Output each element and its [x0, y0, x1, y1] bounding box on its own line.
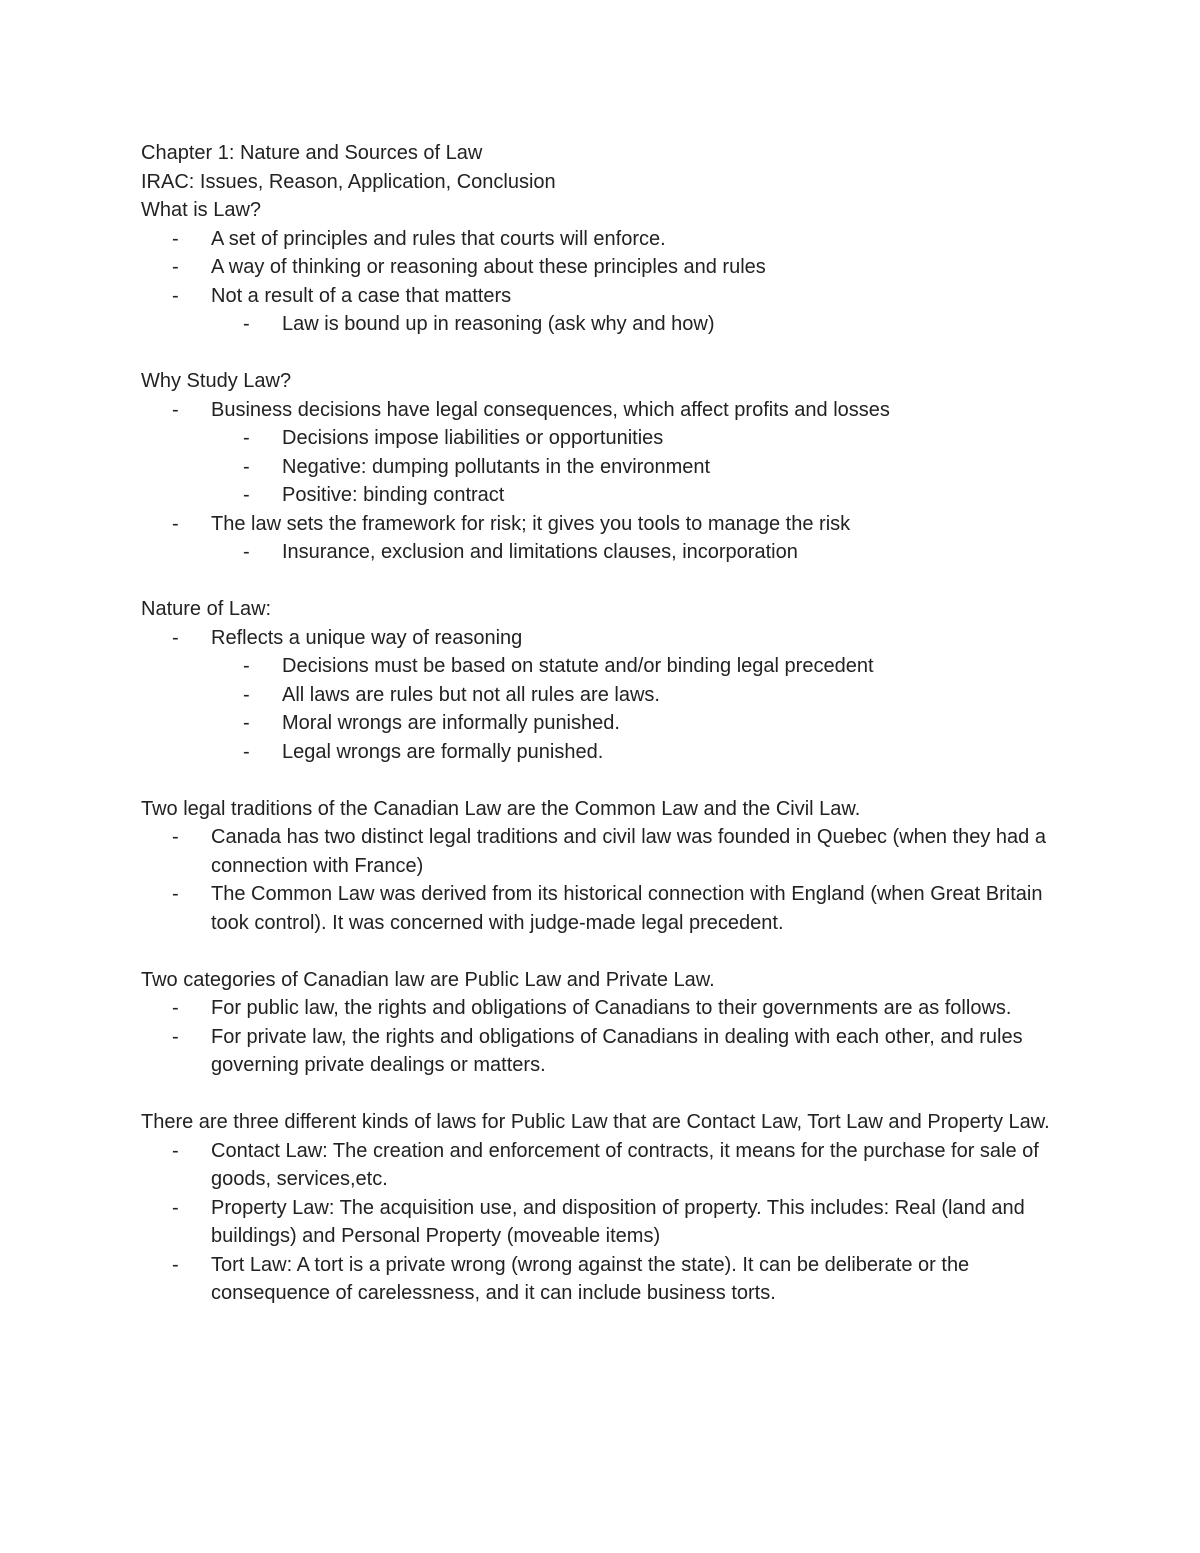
sub-list-item: [141, 424, 1061, 453]
list-item-text: Decisions must be based on statute and/or binding legal precedent: [282, 655, 874, 677]
list-item: [141, 396, 1061, 425]
bullet-dash: -: [243, 427, 250, 449]
bullet-dash: -: [243, 740, 250, 763]
list-item: [141, 994, 1061, 1023]
list-item: [141, 624, 1061, 653]
list-item-text: Not a result of a case that matters: [211, 284, 512, 307]
list-item: [141, 823, 1061, 880]
list-item-text: A way of thinking or reasoning about these principles and rules: [211, 256, 766, 278]
list-item-text: Tort Law: A tort is a private wrong (wrong against the state). It can be deliberate or the consequence of carelessness, and it can include business torts.: [211, 1253, 970, 1304]
bullet-dash: -: [243, 683, 250, 706]
bullet-dash: -: [172, 227, 179, 250]
sub-list-item: [141, 538, 1061, 567]
list-item-text: Canada has two distinct legal traditions and civil law was founded in Quebec (when they had a connection with France): [211, 826, 1046, 877]
list-item: [141, 510, 1061, 539]
blank-line: [141, 937, 1061, 966]
bullet-dash: -: [172, 512, 179, 535]
list-item: [141, 225, 1061, 254]
bullet-dash: -: [243, 313, 250, 335]
list-item-text: Law is bound up in reasoning (ask why and how): [282, 313, 715, 335]
blank-line: [141, 766, 1061, 795]
bullet-dash: -: [172, 1139, 179, 1162]
sub-list-item: [141, 652, 1061, 681]
list-item-text: A set of principles and rules that courts will enforce.: [211, 227, 666, 250]
list-item-text: Positive: binding contract: [282, 484, 505, 506]
list-item-text: Insurance, exclusion and limitations clauses, incorporation: [282, 541, 798, 563]
paragraph: What is Law?: [141, 199, 262, 221]
list-item-text: Decisions impose liabilities or opportunities: [282, 427, 664, 449]
list-item-text: The Common Law was derived from its historical connection with England (when Great Britain took control). It was concerned with judge-made legal precedent.: [211, 883, 1043, 934]
sub-list-item: [141, 738, 1061, 767]
paragraph: Nature of Law:: [141, 598, 272, 620]
blank-line: [141, 1080, 1061, 1109]
list-item: [141, 253, 1061, 282]
paragraph: There are three different kinds of laws for Public Law that are Contact Law, Tort Law and Property Law.: [141, 1111, 1050, 1133]
bullet-dash: -: [172, 398, 179, 421]
document-title: Chapter 1: Nature and Sources of Law: [141, 142, 483, 164]
sub-list-item: [141, 709, 1061, 738]
sub-list-item: [141, 453, 1061, 482]
bullet-dash: -: [243, 484, 250, 506]
list-item-text: For public law, the rights and obligations of Canadians to their governments are as follows.: [211, 997, 1012, 1019]
list-item-text: The law sets the framework for risk; it gives you tools to manage the risk: [211, 512, 851, 535]
bullet-dash: -: [172, 1025, 179, 1048]
paragraph: IRAC: Issues, Reason, Application, Conclusion: [141, 170, 556, 193]
sub-list-item: [141, 681, 1061, 710]
list-item-text: Business decisions have legal consequences, which affect profits and losses: [211, 398, 890, 421]
list-item-text: Moral wrongs are informally punished.: [282, 712, 620, 734]
list-item-text: Property Law: The acquisition use, and disposition of property. This includes: Real (land and buildings) and Personal Property (moveable items): [211, 1196, 1025, 1247]
bullet-dash: -: [172, 883, 179, 905]
list-item: [141, 1251, 1061, 1308]
bullet-dash: -: [172, 1253, 179, 1276]
list-item: [141, 1137, 1061, 1194]
list-item-text: For private law, the rights and obligations of Canadians in dealing with each other, and rules governing private dealings or matters.: [211, 1025, 1023, 1076]
list-item-text: All laws are rules but not all rules are laws.: [282, 683, 660, 706]
list-item-text: Negative: dumping pollutants in the environment: [282, 455, 711, 478]
document-body: [141, 139, 1061, 1308]
bullet-dash: -: [243, 655, 250, 677]
paragraph: Why Study Law?: [141, 370, 292, 392]
blank-line: [141, 567, 1061, 596]
list-item-text: Contact Law: The creation and enforcement of contracts, it means for the purchase for sale of goods, services,etc.: [211, 1139, 1039, 1190]
list-item-text: Legal wrongs are formally punished.: [282, 740, 604, 763]
bullet-dash: -: [172, 284, 179, 307]
list-item: [141, 880, 1061, 937]
paragraph: Two categories of Canadian law are Public Law and Private Law.: [141, 968, 715, 991]
bullet-dash: -: [172, 826, 179, 848]
list-item: [141, 282, 1061, 311]
bullet-dash: -: [172, 1196, 179, 1219]
sub-list-item: [141, 310, 1061, 339]
blank-line: [141, 339, 1061, 368]
bullet-dash: -: [172, 626, 179, 649]
list-item: [141, 1194, 1061, 1251]
bullet-dash: -: [172, 256, 179, 278]
list-item: [141, 1023, 1061, 1080]
bullet-dash: -: [172, 997, 179, 1019]
bullet-dash: -: [243, 455, 250, 478]
bullet-dash: -: [243, 541, 250, 563]
sub-list-item: [141, 481, 1061, 510]
bullet-dash: -: [243, 712, 250, 734]
paragraph: Two legal traditions of the Canadian Law are the Common Law and the Civil Law.: [141, 797, 861, 820]
list-item-text: Reflects a unique way of reasoning: [211, 626, 523, 649]
